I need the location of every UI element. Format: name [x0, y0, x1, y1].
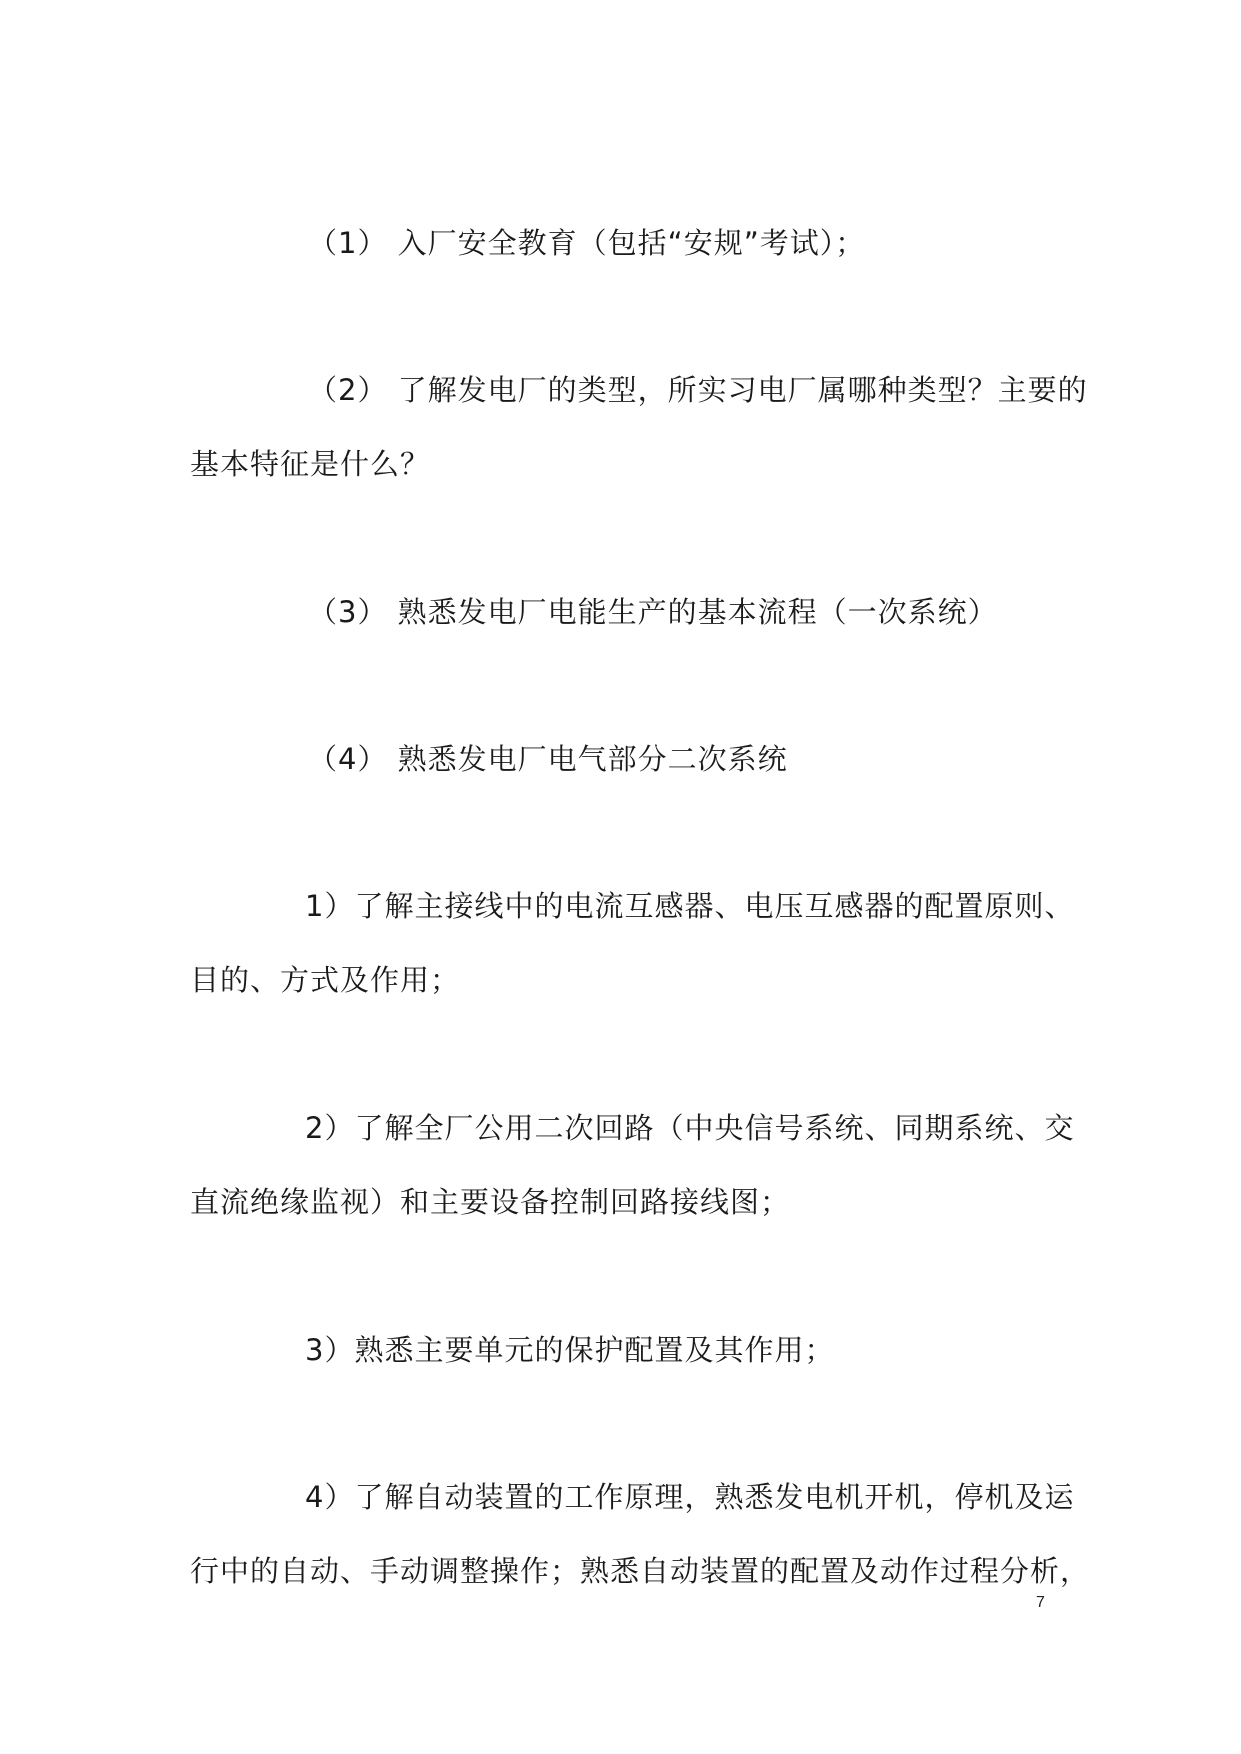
sub-item-2-line-2: 直流绝缘监视）和主要设备控制回路接线图； [190, 1185, 791, 1219]
sub-item-4-line-2: 行中的自动、手动调整操作；熟悉自动装置的配置及动作过程分析， [190, 1554, 1091, 1588]
list-item-1: （1） 入厂安全教育（包括“安规”考试）； [308, 226, 866, 260]
list-item-2-line-2: 基本特征是什么？ [190, 447, 431, 481]
sub-item-1-line-1: 1）了解主接线中的电流互感器、电压互感器的配置原则、 [305, 889, 1075, 923]
page-number: 7 [1036, 1594, 1045, 1611]
sub-item-2-line-1: 2）了解全厂公用二次回路（中央信号系统、同期系统、交 [305, 1111, 1075, 1145]
sub-item-1-line-2: 目的、方式及作用； [190, 963, 461, 997]
sub-item-3: 3）熟悉主要单元的保护配置及其作用； [305, 1333, 835, 1367]
list-item-4: （4） 熟悉发电厂电气部分二次系统 [308, 742, 788, 776]
sub-item-4-line-1: 4）了解自动装置的工作原理，熟悉发电机开机，停机及运 [305, 1480, 1075, 1514]
list-item-3: （3） 熟悉发电厂电能生产的基本流程（一次系统） [308, 595, 998, 629]
list-item-2-line-1: （2） 了解发电厂的类型，所实习电厂属哪种类型？主要的 [308, 373, 1088, 407]
